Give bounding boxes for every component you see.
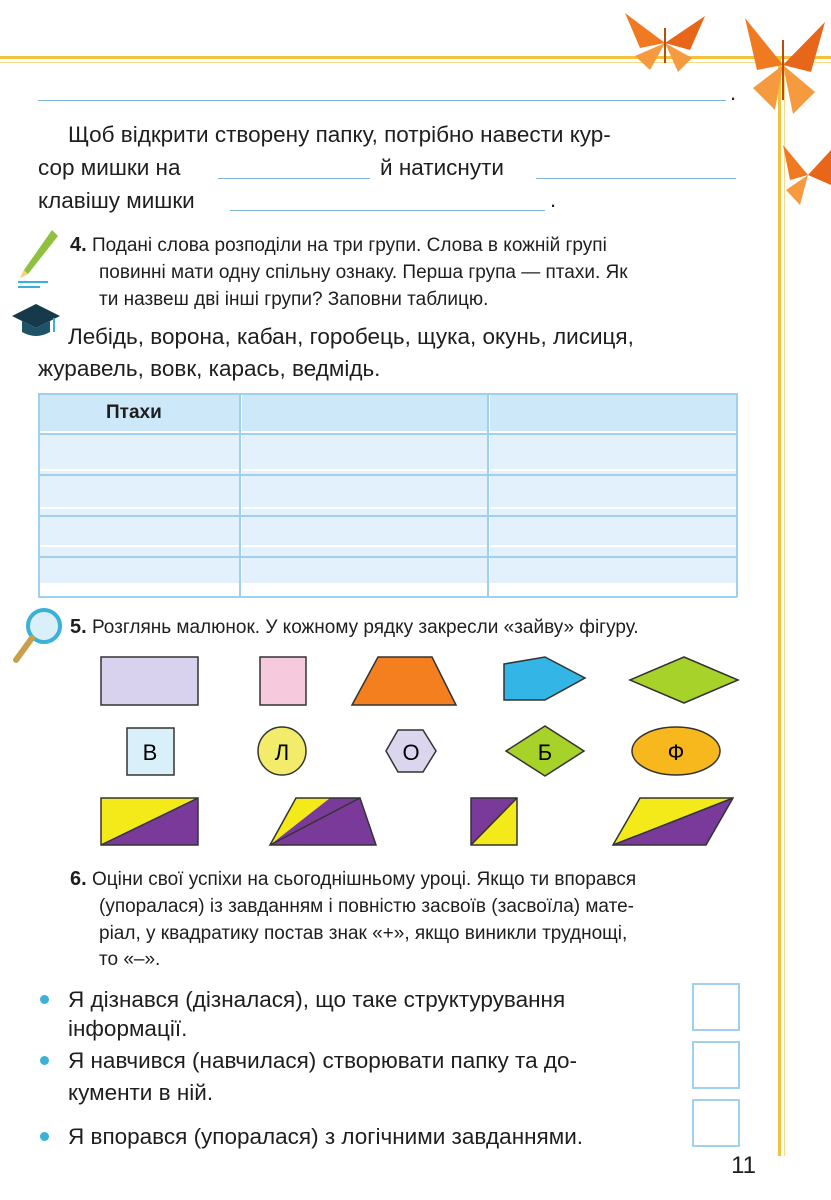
- task6-line-1: Оціни свої успіхи на сьогоднішньому уроці. Якщо ти впорався: [91, 869, 637, 890]
- letter-v: В: [142, 740, 158, 765]
- table-border: [38, 515, 737, 517]
- self-check-item-3-line-1: Я впорався (упоралася) з логічними завданнями.: [68, 1124, 584, 1149]
- letter-b: Б: [537, 740, 553, 765]
- trapezoid-shape[interactable]: [352, 657, 456, 705]
- table-cell[interactable]: [39, 508, 241, 546]
- intro-line-1: Щоб відкрити створену папку, потрібно навести кур-: [68, 122, 611, 147]
- task6-line-3: ріал, у квадратику постав знак «+», якщо виникли труднощі,: [99, 923, 628, 944]
- table-border: [736, 393, 738, 597]
- split-trapezoid-shape[interactable]: [270, 798, 376, 845]
- table-header-empty[interactable]: [489, 394, 738, 432]
- pencil-icon: [14, 228, 60, 290]
- words-line-2: журавель, вовк, карась, ведмідь.: [38, 356, 381, 381]
- shapes-figure: [0, 640, 780, 860]
- table-border: [38, 596, 737, 598]
- table-cell[interactable]: [489, 546, 738, 584]
- table-border: [38, 556, 737, 558]
- table-cell[interactable]: [241, 546, 489, 584]
- task4-line-3: ти назвеш дві інші групи? Заповни таблицю.: [99, 289, 489, 310]
- pentagon-shape[interactable]: [504, 657, 585, 700]
- page-frame-right: [778, 56, 781, 1156]
- bullet: [40, 1132, 49, 1141]
- period: .: [550, 187, 557, 212]
- self-check-item-2-line-1: Я навчився (навчилася) створювати папку та до-: [68, 1048, 577, 1073]
- split-parallelogram-shape[interactable]: [613, 798, 733, 845]
- butterfly-icon: [620, 8, 710, 78]
- table-cell[interactable]: [489, 432, 738, 470]
- square-shape[interactable]: [260, 657, 306, 705]
- task5-text: Розглянь малюнок. У кожному рядку закресли «зайву» фігуру.: [91, 617, 639, 638]
- answer-line[interactable]: [38, 100, 726, 101]
- table-border: [239, 393, 241, 597]
- table-border: [38, 393, 40, 597]
- letter-o: О: [402, 740, 420, 765]
- split-rectangle-shape[interactable]: [101, 798, 198, 845]
- table-border: [38, 393, 737, 395]
- page-number: 11: [731, 1152, 756, 1179]
- intro-line-2a: сор мишки на: [38, 155, 181, 180]
- task4-line-2: повинні мати одну спільну ознаку. Перша група — птахи. Як: [99, 262, 628, 283]
- period: .: [730, 80, 737, 105]
- table-header-row: [39, 394, 738, 432]
- letter-l: Л: [274, 740, 290, 765]
- self-check-checkbox[interactable]: [692, 1099, 740, 1147]
- split-square-shape[interactable]: [471, 798, 517, 845]
- table-cell[interactable]: [241, 432, 489, 470]
- butterfly-icon: [778, 140, 831, 210]
- rhombus-shape[interactable]: [630, 657, 738, 703]
- table-row: [39, 508, 738, 546]
- letter-f: Ф: [667, 740, 685, 765]
- answer-line[interactable]: [218, 178, 370, 179]
- table-cell[interactable]: [241, 508, 489, 546]
- answer-line[interactable]: [230, 210, 545, 211]
- self-check-item-2-line-2: кументи в ній.: [68, 1080, 214, 1105]
- table-cell[interactable]: [489, 508, 738, 546]
- intro-line-2b: й натиснути: [380, 155, 504, 180]
- task-number: 4.: [70, 234, 87, 256]
- table-border: [487, 393, 489, 597]
- table-header-empty[interactable]: [241, 394, 489, 432]
- bullet: [40, 1056, 49, 1065]
- rectangle-shape[interactable]: [101, 657, 198, 705]
- table-border: [38, 433, 737, 435]
- butterfly-icon: [735, 10, 831, 120]
- table-cell[interactable]: [39, 546, 241, 584]
- self-check-item-1-line-2: інформації.: [68, 1016, 188, 1041]
- answer-line[interactable]: [536, 178, 736, 179]
- task-number: 6.: [70, 868, 87, 890]
- table-header-birds: Птахи: [39, 394, 241, 432]
- graduation-cap-icon: [10, 300, 62, 342]
- bullet: [40, 995, 49, 1004]
- table-border: [38, 474, 737, 476]
- task6-line-2: (упоралася) із завданням і повністю засвоїв (засвоїла) мате-: [99, 896, 634, 917]
- page-frame-right-inner: [784, 62, 785, 1156]
- self-check-item-1-line-1: Я дізнався (дізналася), що таке структурування: [68, 987, 566, 1012]
- task6-line-4: то «–».: [99, 949, 161, 970]
- words-line-1: Лебідь, ворона, кабан, горобець, щука, окунь, лисиця,: [68, 324, 634, 349]
- intro-line-3: клавішу мишки: [38, 188, 195, 213]
- self-check-checkbox[interactable]: [692, 1041, 740, 1089]
- table-row: [39, 432, 738, 470]
- self-check-checkbox[interactable]: [692, 983, 740, 1031]
- table-cell[interactable]: [39, 432, 241, 470]
- table-row: [39, 546, 738, 584]
- task-number: 5.: [70, 616, 87, 638]
- task4-line-1: Подані слова розподіли на три групи. Слова в кожній групі: [91, 235, 607, 256]
